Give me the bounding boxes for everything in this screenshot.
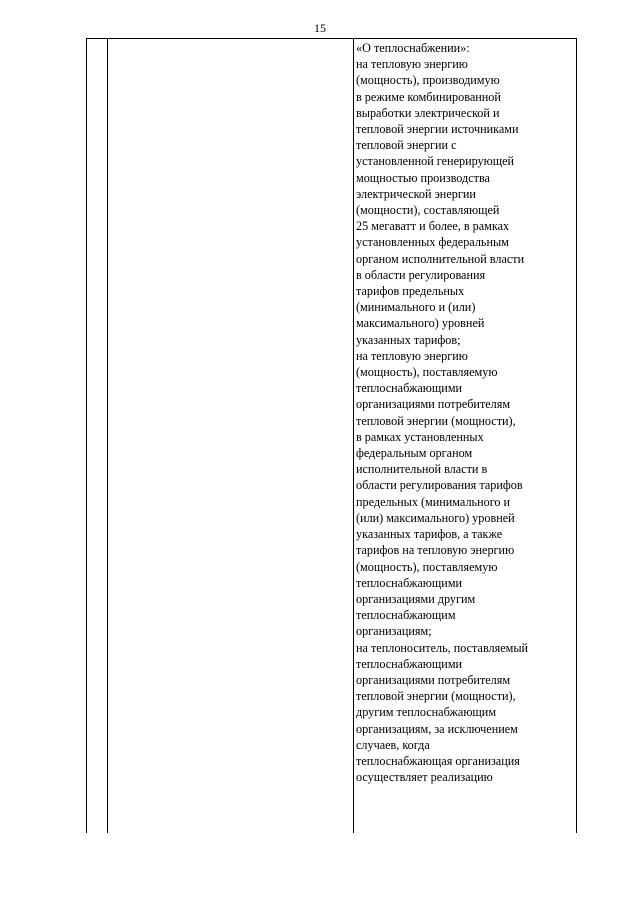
text-line: организациям;	[356, 624, 432, 639]
text-line: (или) максимального) уровней	[356, 510, 515, 525]
text-line: области регулирования тарифов	[356, 478, 523, 493]
text-line: теплоснабжающими	[356, 381, 463, 396]
text-line: федеральным органом	[356, 446, 473, 461]
text-line: организациями потребителям	[356, 397, 511, 412]
text-line: 25 мегаватт и более, в рамках	[356, 219, 510, 234]
text-line: на тепловую энергию	[356, 57, 468, 72]
text-line: мощностью производства	[356, 170, 490, 185]
text-line: тепловой энергии (мощности),	[356, 689, 516, 704]
text-line: случаев, когда	[356, 737, 430, 752]
text-line: теплоснабжающими	[356, 656, 463, 671]
text-line: тепловой энергии с	[356, 138, 457, 153]
text-line: максимального) уровней	[356, 316, 485, 331]
text-line: другим теплоснабжающим	[356, 705, 497, 720]
text-line: установленной генерирующей	[356, 154, 515, 169]
text-line: в режиме комбинированной	[356, 89, 501, 104]
text-line: организациям, за исключением	[356, 721, 518, 736]
text-line: тепловой энергии источниками	[356, 122, 519, 137]
text-line: указанных тарифов;	[356, 332, 461, 347]
text-line: (мощность), поставляемую	[356, 365, 498, 380]
table-cell-content	[354, 39, 577, 834]
text-line: органом исполнительной власти	[356, 251, 525, 266]
table-cell-description	[108, 39, 354, 834]
document-table	[86, 38, 577, 833]
text-line: организациями другим	[356, 591, 476, 606]
text-line: исполнительной власти в	[356, 462, 488, 477]
table-row	[87, 39, 577, 834]
text-line: предельных (минимального и	[356, 494, 511, 509]
cell-text-block	[354, 39, 576, 785]
text-line: электрической энергии	[356, 186, 476, 201]
text-line: теплоснабжающими	[356, 575, 463, 590]
text-line: на тепловую энергию	[356, 348, 468, 363]
text-line: осуществляет реализацию	[356, 770, 493, 785]
text-line: (минимального и (или)	[356, 300, 476, 315]
text-line: в рамках установленных	[356, 429, 484, 444]
table-cell-number	[87, 39, 108, 834]
text-line: на теплоноситель, поставляемый	[356, 640, 529, 655]
text-line: в области регулирования	[356, 267, 486, 282]
text-line: «О теплоснабжении»:	[356, 41, 470, 55]
text-line: тарифов предельных	[356, 284, 465, 299]
text-line: тарифов на тепловую энергию	[356, 543, 515, 558]
page-number: 15	[314, 21, 326, 35]
text-line: тепловой энергии (мощности),	[356, 413, 516, 428]
text-line: установленных федеральным	[356, 235, 509, 250]
text-line: (мощность), поставляемую	[356, 559, 498, 574]
text-line: теплоснабжающая организация	[356, 753, 520, 768]
text-line: выработки электрической и	[356, 105, 500, 120]
text-line: (мощности), составляющей	[356, 203, 500, 218]
text-line: указанных тарифов, а также	[356, 527, 503, 542]
text-line: организациями потребителям	[356, 672, 511, 687]
text-line: теплоснабжающим	[356, 608, 456, 623]
text-line: (мощность), производимую	[356, 73, 500, 88]
